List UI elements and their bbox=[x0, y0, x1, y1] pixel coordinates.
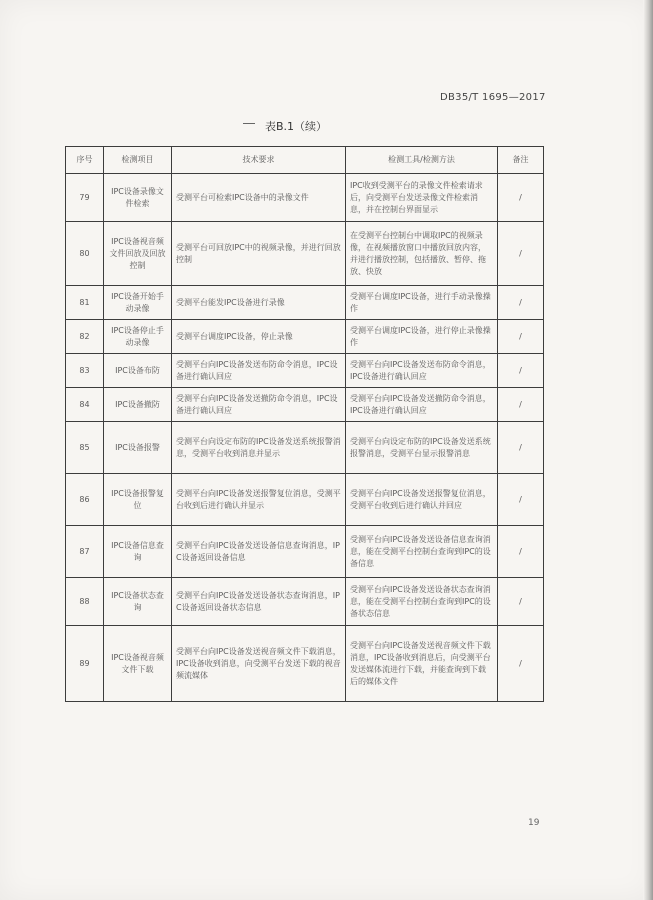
row-method: 受测平台向设定布防的IPC设备发送系统报警消息，受测平台显示报警消息 bbox=[346, 422, 498, 474]
row-item: IPC设备报警复位 bbox=[104, 474, 172, 526]
table-row bbox=[66, 354, 544, 388]
row-note: / bbox=[498, 474, 544, 526]
row-note: / bbox=[498, 286, 544, 320]
row-item: IPC设备开始手动录像 bbox=[104, 286, 172, 320]
row-item: IPC设备视音频文件下载 bbox=[104, 626, 172, 702]
col-header-no: 序号 bbox=[66, 147, 104, 174]
row-method: 受测平台向IPC设备发送撤防命令消息，IPC设备进行确认回应 bbox=[346, 388, 498, 422]
row-number: 88 bbox=[66, 578, 104, 626]
row-requirement: 受测平台向IPC设备发送视音频文件下载消息，IPC设备收到消息，向受测平台发送下载的视音频流媒体 bbox=[172, 626, 346, 702]
row-method: 受测平台向IPC设备发送视音频文件下载消息，IPC设备收到消息后，向受测平台发送媒体流进行下载，并能查询到下载后的媒体文件 bbox=[346, 626, 498, 702]
row-note: / bbox=[498, 526, 544, 578]
row-number: 83 bbox=[66, 354, 104, 388]
page-number: 19 bbox=[528, 818, 540, 828]
row-item: IPC设备状态查询 bbox=[104, 578, 172, 626]
table-row bbox=[66, 626, 544, 702]
row-item: IPC设备布防 bbox=[104, 354, 172, 388]
row-requirement: 受测平台向IPC设备发送布防命令消息，IPC设备进行确认回应 bbox=[172, 354, 346, 388]
row-note: / bbox=[498, 388, 544, 422]
standard-code: DB35/T 1695—2017 bbox=[440, 92, 546, 103]
row-item: IPC设备撤防 bbox=[104, 388, 172, 422]
row-number: 89 bbox=[66, 626, 104, 702]
table-row bbox=[66, 526, 544, 578]
row-method: 受测平台向IPC设备发送报警复位消息，受测平台收到后进行确认并回应 bbox=[346, 474, 498, 526]
row-method: 在受测平台控制台中调取IPC的视频录像，在视频播放窗口中播放回放内容，并进行播放控制，包括播放、暂停、拖放、快放 bbox=[346, 222, 498, 286]
pen-mark bbox=[243, 123, 255, 124]
row-requirement: 受测平台调度IPC设备，停止录像 bbox=[172, 320, 346, 354]
row-item: IPC设备停止手动录像 bbox=[104, 320, 172, 354]
row-note: / bbox=[498, 422, 544, 474]
row-number: 87 bbox=[66, 526, 104, 578]
col-header-item: 检测项目 bbox=[104, 147, 172, 174]
table-row bbox=[66, 578, 544, 626]
table-row bbox=[66, 286, 544, 320]
row-method: 受测平台调度IPC设备，进行手动录像操作 bbox=[346, 286, 498, 320]
row-note: / bbox=[498, 578, 544, 626]
row-number: 82 bbox=[66, 320, 104, 354]
row-note: / bbox=[498, 174, 544, 222]
spec-table bbox=[65, 146, 544, 702]
row-item: IPC设备视音频文件回放及回放控制 bbox=[104, 222, 172, 286]
table-title: 表B.1（续） bbox=[265, 120, 328, 133]
row-requirement: 受测平台可回放IPC中的视频录像，并进行回放控制 bbox=[172, 222, 346, 286]
col-header-requirement: 技术要求 bbox=[172, 147, 346, 174]
row-method: 受测平台向IPC设备发送设备信息查询消息，能在受测平台控制台查询到IPC的设备信息 bbox=[346, 526, 498, 578]
row-method: 受测平台向IPC设备发送设备状态查询消息，能在受测平台控制台查询到IPC的设备状态信息 bbox=[346, 578, 498, 626]
row-requirement: 受测平台向IPC设备发送报警复位消息，受测平台收到后进行确认并显示 bbox=[172, 474, 346, 526]
row-item: IPC设备录像文件检索 bbox=[104, 174, 172, 222]
row-method: IPC收到受测平台的录像文件检索请求后，向受测平台发送录像文件检索消息，并在控制台界面显示 bbox=[346, 174, 498, 222]
col-header-method: 检测工具/检测方法 bbox=[346, 147, 498, 174]
row-requirement: 受测平台可检索IPC设备中的录像文件 bbox=[172, 174, 346, 222]
row-number: 84 bbox=[66, 388, 104, 422]
row-method: 受测平台向IPC设备发送布防命令消息，IPC设备进行确认回应 bbox=[346, 354, 498, 388]
row-requirement: 受测平台向IPC设备发送设备信息查询消息，IPC设备返回设备信息 bbox=[172, 526, 346, 578]
row-note: / bbox=[498, 354, 544, 388]
row-number: 79 bbox=[66, 174, 104, 222]
table-row bbox=[66, 222, 544, 286]
col-header-note: 备注 bbox=[498, 147, 544, 174]
row-note: / bbox=[498, 222, 544, 286]
row-number: 85 bbox=[66, 422, 104, 474]
row-number: 80 bbox=[66, 222, 104, 286]
row-item: IPC设备信息查询 bbox=[104, 526, 172, 578]
row-note: / bbox=[498, 320, 544, 354]
row-requirement: 受测平台向设定布防的IPC设备发送系统报警消息，受测平台收到消息并显示 bbox=[172, 422, 346, 474]
row-requirement: 受测平台向IPC设备发送设备状态查询消息，IPC设备返回设备状态信息 bbox=[172, 578, 346, 626]
row-item: IPC设备报警 bbox=[104, 422, 172, 474]
row-requirement: 受测平台能发IPC设备进行录像 bbox=[172, 286, 346, 320]
row-note: / bbox=[498, 626, 544, 702]
row-method: 受测平台调度IPC设备，进行停止录像操作 bbox=[346, 320, 498, 354]
row-requirement: 受测平台向IPC设备发送撤防命令消息，IPC设备进行确认回应 bbox=[172, 388, 346, 422]
table-row bbox=[66, 320, 544, 354]
scan-edge-shadow bbox=[643, 0, 653, 900]
row-number: 86 bbox=[66, 474, 104, 526]
row-number: 81 bbox=[66, 286, 104, 320]
table-header-row bbox=[66, 147, 544, 174]
table-row bbox=[66, 474, 544, 526]
table-row bbox=[66, 388, 544, 422]
table-row bbox=[66, 422, 544, 474]
table-row bbox=[66, 174, 544, 222]
